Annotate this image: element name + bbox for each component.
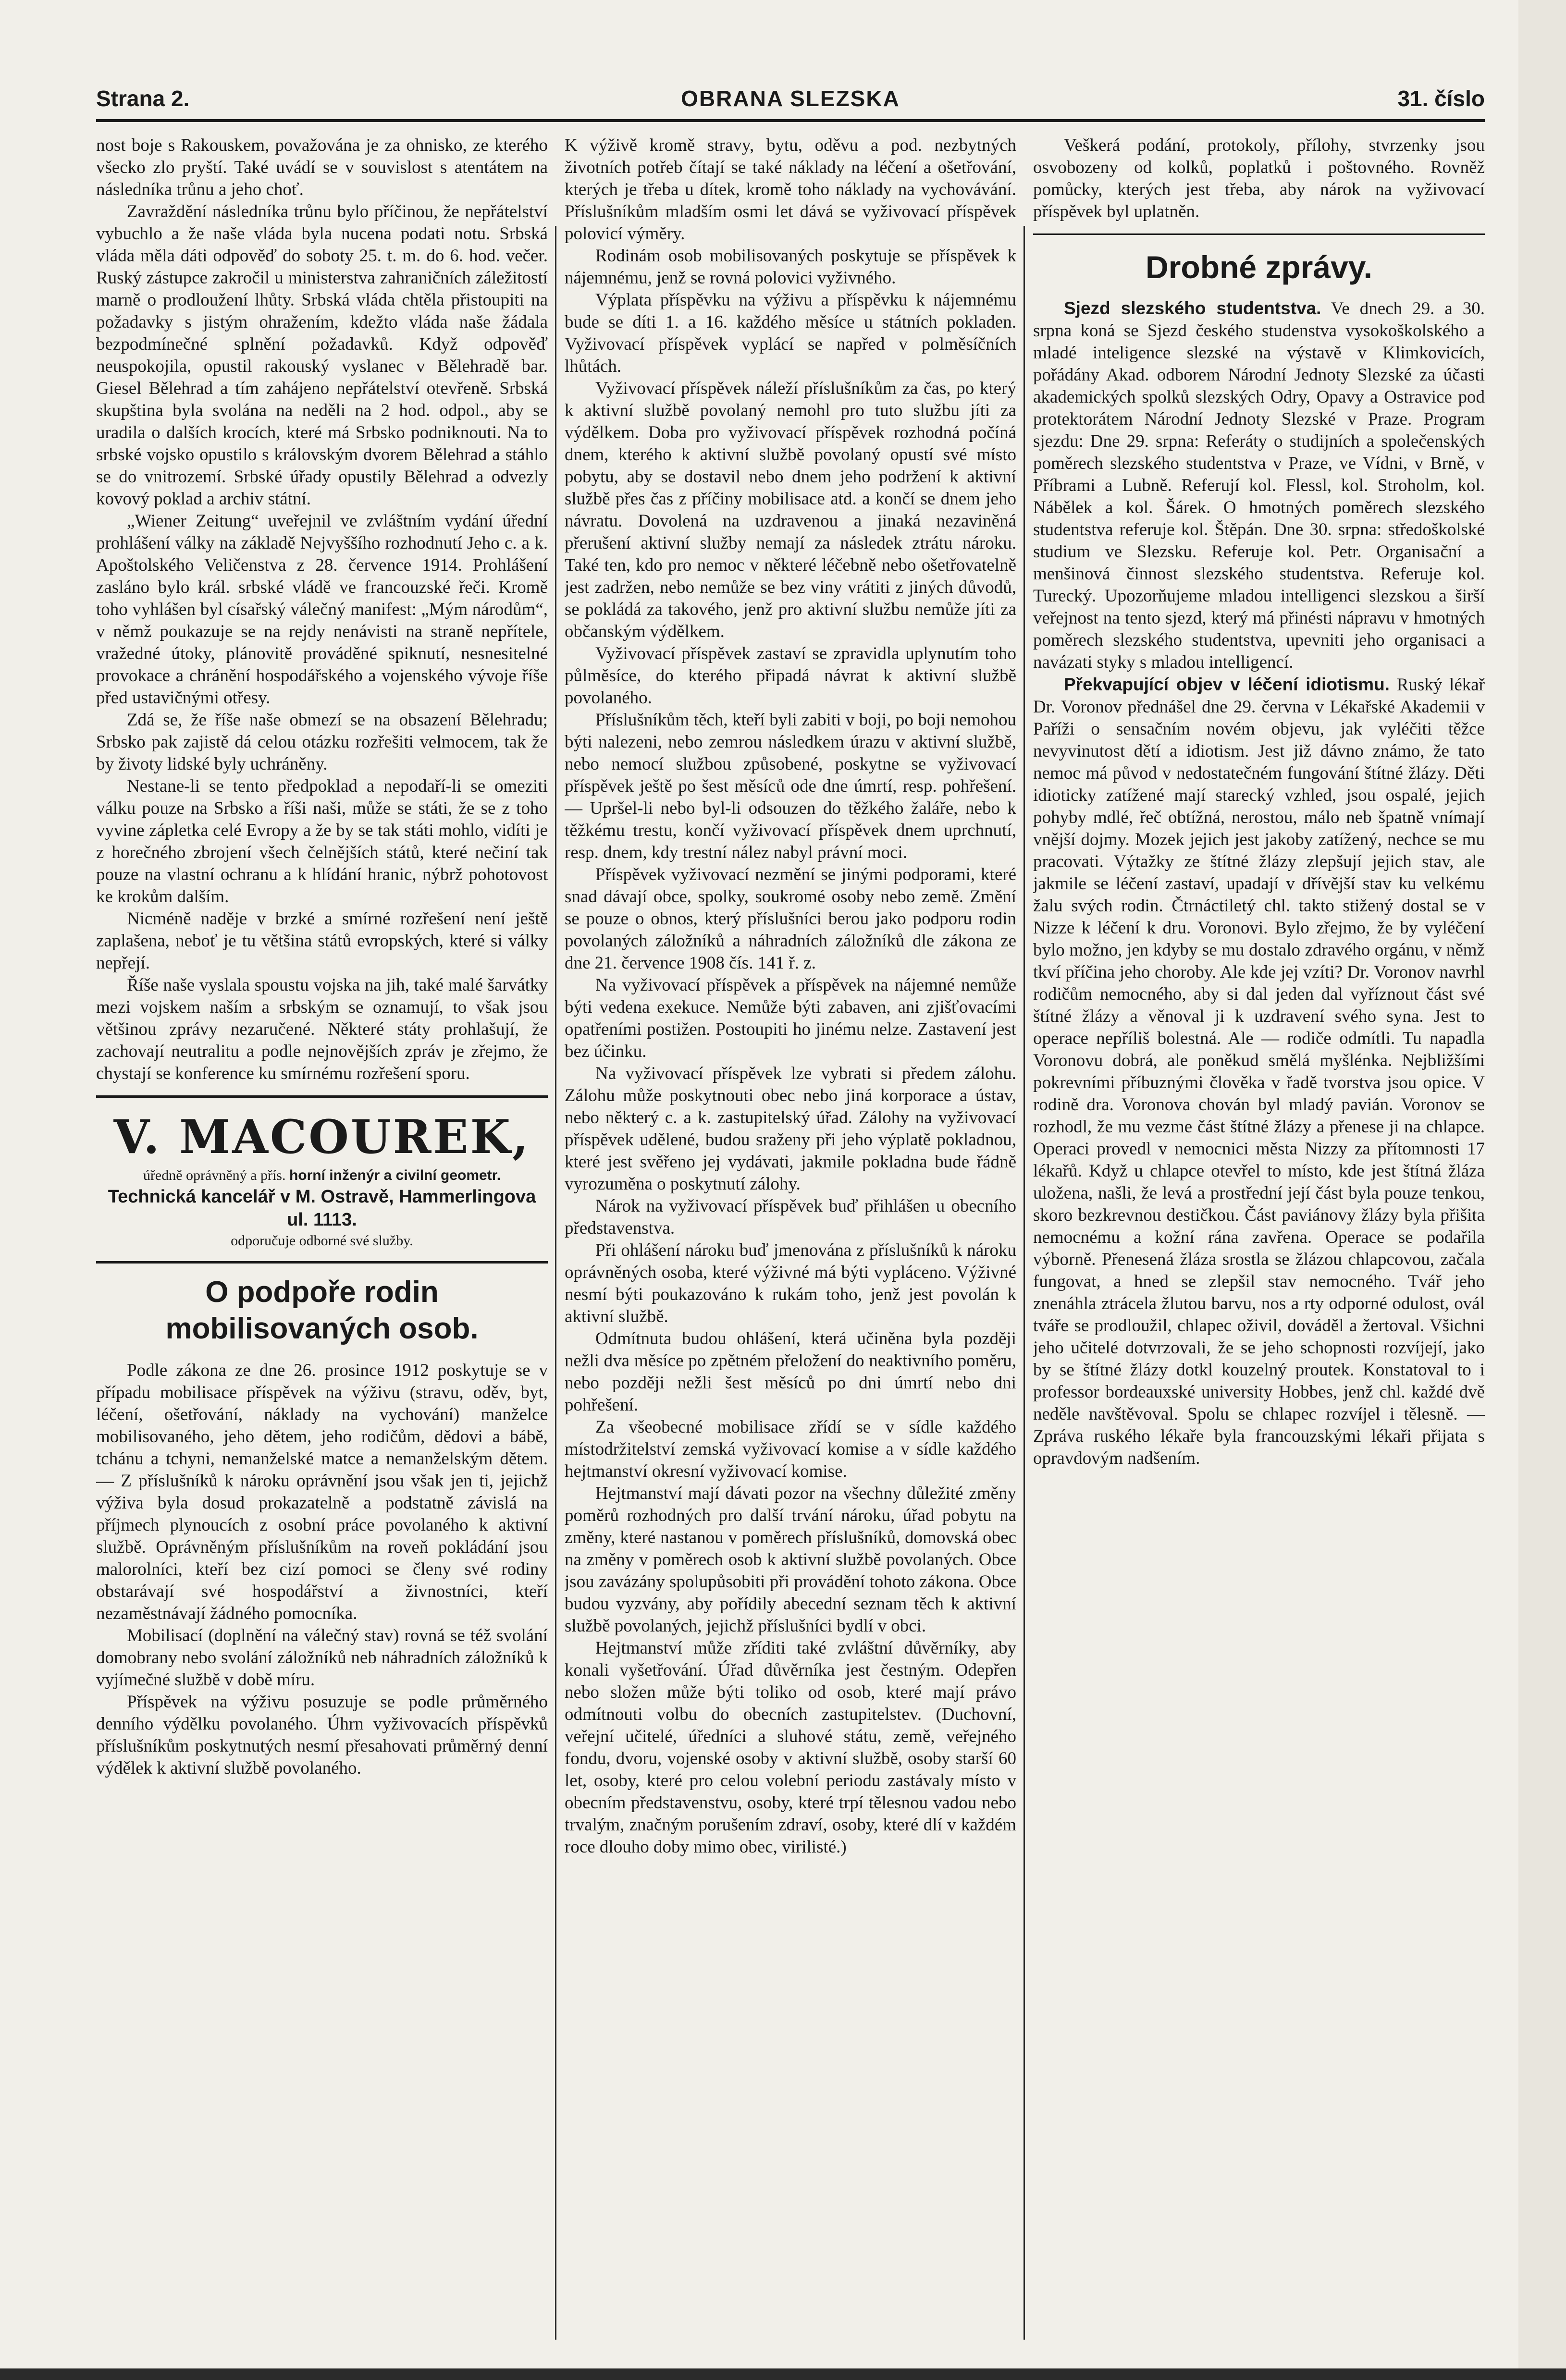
paragraph: nost boje s Rakouskem, považována je za ohnisko, ze kterého všecko zlo pryští. Také uvádí se v souvislost s atentátem na následníka trůnu a jeho choť. (96, 135, 548, 199)
paragraph: Nicméně naděje v brzké a smírné rozřešení není ještě zaplašena, neboť je tu většina států evropských, které si války nepřejí. (96, 909, 548, 973)
paragraph: Říše naše vyslala spoustu vojska na jih, také malé šarvátky mezi vojskem naším a srbským se oznamují, to však jsou většinou zprávy nezaručené. Některé státy prohlašují, že zachovají neutralitu a podle nejnovějších zpráv je zřejmo, že chystají se konference ku smírnému rozřešení sporu. (96, 975, 548, 1083)
paragraph: Při ohlášení nároku buď jmenována z příslušníků k nároku oprávněných osoba, které výživné má býti vypláceno. Výživné nesmí býti poukazováno k rukám toho, jenž jest povolán k aktivní službě. (565, 1240, 1016, 1326)
ad-credentials: úředně oprávněný a přís. horní inženýr a civilní geometr. (143, 1167, 501, 1183)
news-item (1033, 674, 1485, 1470)
section-rule (1033, 233, 1485, 235)
paragraph: Za všeobecné mobilisace zřídí se v sídle každého místodržitelství zemská vyživovací komise a v sídle každého hejtmanství okresní vyživovací komise. (565, 1417, 1016, 1481)
paragraph: K výživě kromě stravy, bytu, oděvu a pod. nezbytných životních potřeb čítají se také náklady na léčení a ošetřování, kterých je třeba u dítek, kromě toho náklady na vychovávání. Příslušníkům mladším osmi let dává se vyživovací příspěvek polovicí výměry. (565, 135, 1016, 244)
section-rule (96, 1095, 548, 1098)
ad-office: Technická kancelář v M. Ostravě, Hammerlingova ul. 1113. (108, 1187, 536, 1230)
paragraph: Na vyživovací příspěvek lze vybrati si předem zálohu. Zálohu může poskytnouti obec nebo jiná korporace a ústav, nebo některý c. a k. zastupitelský úřad. Zálohy na vyživovací příspěvek udělené, budou sraženy při jeho výplatě pokladnou, které jest svěřeno jej vydávati, jakmile pokladna bude řádně vyrozuměna o poskytnutí zálohy. (565, 1064, 1016, 1194)
paragraph: Mobilisací (doplnění na válečný stav) rovná se též svolání domobrany nebo svolání záložníků neb náhradních záložníků k vyjímečné službě v době míru. (96, 1626, 548, 1690)
ad-name: V. MACOUREK, (113, 1110, 530, 1164)
article-headline: O podpoře rodin mobilisovaných osob. (165, 1276, 479, 1345)
masthead-title: OBRANA SLEZSKA (681, 86, 900, 111)
section-rule (96, 1261, 548, 1264)
paragraph: „Wiener Zeitung“ uveřejnil ve zvláštním vydání úřední prohlášení války na základě Nejvyššího rozhodnutí Jeho c. a k. Apoštolského Veličenstva z 28. července 1914. Prohlášení zasláno bylo král. srbské vládě ve francouzské řeči. Kromě toho vyhlášen byl císařský válečný manifest: „Mým národům“, v němž poukazuje se na rejdy nenávisti na straně nepřítele, vražedné útoky, plánovitě prováděné spiknutí, nesnesitelné provokace a chránění hospodářského a vojenského vývoje říše před ustavičnými otřesy. (96, 511, 548, 708)
page-number: Strana 2. (96, 86, 190, 111)
paragraph: Odmítnuta budou ohlášení, která učiněna byla později nežli dva měsíce po zpětném přeložení do neaktivního poměru, nebo později nežli šest měsíců po dni úmrtí nebo dni pohřešení. (565, 1329, 1016, 1415)
news-section-title: Drobné zprávy. (1146, 249, 1372, 285)
paragraph: Příspěvek na výživu posuzuje se podle průměrného denního výdělku povolaného. Úhrn vyživovacích příspěvků příslušníkům poskytnutých nesmí přesahovati průměrný denní výdělek k aktivní službě povolaného. (96, 1692, 548, 1778)
page-margin (1518, 0, 1566, 2380)
column-1 (96, 135, 548, 2344)
paragraph: Zdá se, že říše naše obmezí se na obsazení Bělehradu; Srbsko pak zajistě dá celou otázku rozřešiti velmocem, tak že by životy lidské byly uchráněny. (96, 710, 548, 774)
paragraph: Nestane-li se tento předpoklad a nepodaří-li se omeziti válku pouze na Srbsko a říši naši, může se státi, že se z toho vyvine zápletka celé Evropy a že by se tak státi mohlo, vidíti je z horečného zbrojení všech čelnějších států, které nečiní tak pouze na vlastní ochranu a k hlídání hranic, nýbrž pohotovost ke krokům dalším. (96, 776, 548, 907)
page-header (96, 82, 1485, 115)
advertisement (96, 1108, 548, 1251)
paragraph: Hejtmanství může zříditi také zvláštní důvěrníky, aby konali vyšetřování. Úřad důvěrníka jest čestným. Odepřen nebo složen může býti toliko od osob, které mají právo odmítnouti volbu do obecních zastupitelstev. (Duchovní, veřejní učitelé, úředníci a sluhové státu, země, veřejného fondu, dvoru, vojenské osoby v aktivní službě, osoby starší 60 let, osoby, které pro celou volební periodu zastávaly místo v obecním představenstvu, osoby, které trpí tělesnou vadou nebo trvalým, značným porušením zdraví, osoby, které dlí v každém roce dlouho doby mimo obec, virilisté.) (565, 1638, 1016, 1857)
column-divider (555, 226, 556, 2340)
paragraph: Zavraždění následníka trůnu bylo příčinou, že nepřátelství vybuchlo a že naše vláda byla nucena podati notu. Srbská vláda měla dáti odpověď do soboty 25. t. m. do 6. hod. večer. Ruský zástupce zakročil u ministerstva zahraničních záležitostí marně o prodloužení lhůty. Srbská vláda chtěla přistoupiti na požadavky s jistým ohražením, kdežto vláda naše žádala bezpodmínečné splnění požadavků. Když odpověď neuspokojila, opustil rakouský vyslanec v Bělehradě bar. Giesel Bělehrad a tím zahájeno nepřátelství otevřeně. Srbská skupština byla svolána na neděli na 2 hod. odpol., aby se uradila o dalších krocích, které má Srbsko podniknouti. Na to srbské vojsko opustilo s královským dvorem Bělehrad a stáhlo se do vnitrozemí. Srbské úřady opustily Bělehrad a odvezly kovový poklad a archiv státní. (96, 202, 548, 509)
scan-edge (0, 2368, 1566, 2380)
newspaper-page (96, 82, 1485, 2349)
paragraph: Nárok na vyživovací příspěvek buď přihlášen u obecního představenstva. (565, 1196, 1016, 1238)
news-item-text: Ve dnech 29. a 30. srpna koná se Sjezd českého studenstva vysokoškolského a mladé inteligence slezské na výstavě v Klimkovicích, pořádány Akad. odborem Národní Jednoty Slezské za účasti akademických spolků slezských Odry, Opavy a Ostravice pod protektorátem Národní Jednoty Slezské v Praze. Program sjezdu: Dne 29. srpna: Referáty o studijních a společenských poměrech slezského studentstva v Praze, ve Vídni, v Brně, v Příbrami a Lubně. Referují kol. Flessl, kol. Stroholm, kol. Nábělek a kol. Šárek. O hmotných poměrech slezského studentstva referuje kol. Štěpán. Dne 30. srpna: středoškolské studium ve Slezsku. Referuje kol. Petr. Organisační a menšinová činnost slezského studentstva. Referuje kol. Turecký. Upozorňujeme mladou intelligenci slezskou a širší veřejnost na tento sjezd, který má přinésti nápravu v hmotných poměrech slezského studentstva, upevniti jeho organisaci a navázati styky s mladou intelligencí. (1033, 299, 1485, 672)
news-item-title: Překvapující objev v léčení idiotismu. (1064, 675, 1390, 694)
column-3 (1033, 135, 1485, 2344)
paragraph: Výplata příspěvku na výživu a příspěvku k nájemnému bude se díti 1. a 16. každého měsíce u státních pokladen. Vyživovací příspěvek vyplácí se napřed v polměsíčních lhůtách. (565, 290, 1016, 376)
column-2 (565, 135, 1016, 2344)
paragraph: Podle zákona ze dne 26. prosince 1912 poskytuje se v případu mobilisace příspěvek na výživu (stravu, oděv, byt, léčení, ošetřování, náklady na vychování) manželce mobilisovaného, jeho dětem, jeho rodičům, dědovi a bábě, tchánu a tchyni, nemanželské matce a nemanželským dětem. — Z příslušníků k nároku oprávnění jsou však jen ti, jejichž výživa byla dosud prokazatelně a podstatně závislá na příjmech plynoucích z osobní práce povolaného k aktivní službě. Oprávněným příslušníkům na roveň pokládání jsou malorolníci, kteří bez cizí pomoci se členy své rodiny obstarávají své hospodářství a živnostníci, kteří nezaměstnávají žádného pomocníka. (96, 1361, 548, 1623)
issue-number: 31. číslo (1397, 86, 1485, 111)
paragraph: Veškerá podání, protokoly, přílohy, stvrzenky jsou osvobozeny od kolků, poplatků i poštovného. Rovněž pomůcky, kterých jest třeba, aby nárok na vyživovací příspěvek byl uplatněn. (1033, 135, 1485, 221)
header-rule (96, 119, 1485, 122)
paragraph: Příslušníkům těch, kteří byli zabiti v boji, po boji nemohou býti nalezeni, nebo zemrou následkem úrazu v aktivní službě, nebo nemocí službou způsobené, poskytne se vyživovací příspěvek ještě po šest měsíců ode dne úmrtí, resp. pohřešení. — Upršel-li nebo byl-li odsouzen do těžkého žaláře, nebo k těžkému trestu, končí vyživovací příspěvek dnem uprchnutí, resp. dnem, kdy trestní nález nabyl právní moci. (565, 710, 1016, 862)
ad-tagline: odporučuje odborné své služby. (231, 1233, 413, 1249)
paragraph: Vyživovací příspěvek zastaví se zpravidla uplynutím toho půlměsíce, do kterého připadá návrat k aktivní službě povolaného. (565, 644, 1016, 708)
paragraph: Na vyživovací příspěvek a příspěvek na nájemné nemůže býti vedena exekuce. Nemůže býti zabaven, ani zjišťovacími opatřeními postižen. Postoupiti ho jinému nelze. Zastavení jest bez účinku. (565, 975, 1016, 1061)
paragraph: Vyživovací příspěvek náleží příslušníkům za čas, po který k aktivní službě povolaný nemohl pro tuto službu jíti za výdělkem. Doba pro vyživovací příspěvek rozhodná počíná dnem, kterého k aktivní službě povolaný opustí své místo pobytu, aby se dostavil nebo dnem jeho podržení k aktivní službě přes čas z příčiny mobilisace atd. a končí se dnem jeho návratu. Dovolená na uzdravenou a jinaká nezaviněná přerušení aktivní služby nemají za následek ztrátu nároku. Také ten, kdo pro nemoc v některé léčebně nebo ošetřovatelně jest zadržen, nebo nemůže se bez viny vrátiti z jiných důvodů, se pokládá za takového, jenž pro aktivní službu nemůže jíti za občanským výdělkem. (565, 379, 1016, 641)
paragraph: Příspěvek vyživovací nezmění se jinými podporami, které snad dávají obce, spolky, soukromé osoby nebo země. Změní se pouze o obnos, který příslušníci berou jako podporu rodin povolaných záložníků a náhradních záložníků dle zákona ze dne 21. července 1908 čís. 141 ř. z. (565, 865, 1016, 973)
news-item (1033, 297, 1485, 674)
column-divider (1023, 226, 1025, 2340)
news-item-title: Sjezd slezského studentstva. (1064, 298, 1321, 318)
paragraph: Rodinám osob mobilisovaných poskytuje se příspěvek k nájemnému, jenž se rovná polovici vyživného. (565, 246, 1016, 288)
paragraph: Hejtmanství mají dávati pozor na všechny důležité změny poměrů rozhodných pro další trvání nároku, úřad pobytu na změny, které nastanou v poměrech příslušníků, domovská obec na změny v poměrech osob k aktivní službě povolaných. Obce jsou zavázány spolupůsobiti při provádění tohoto zákona. Obce budou vyzvány, aby pořídily abecední seznam těch k aktivní službě povolaných, jejichž příslušníci bydlí v obci. (565, 1484, 1016, 1636)
news-item-text: Ruský lékař Dr. Voronov přednášel dne 29. června v Lékařské Akademii v Paříži o sensačním novém objevu, jak vyléčiti těžce nevyvinutost dětí a idiotism. Jest již dávno známo, že tato nemoc má původ v nedostatečném fungování štítné žlázy. Děti idioticky zatížené mají starecký vzhled, jsou ospalé, jejich pohyby mdlé, řeč obtížná, nerostou, málo neb špatně vnímají vnější dojmy. Mozek jejich jest jakoby zatížený, nechce se mu pracovati. Výtažky ze štítné žlázy zlepšují jejich stav, ale jakmile se léčení zastaví, upadají v dřívější stav ku velkému žalu svých rodin. Čtrnáctiletý chl. takto stižený dostal se v Nizze k léčení k dru. Voronovi. Bylo zřejmo, že by vyléčení bylo možno, jen kdyby se mu dostalo zdravého orgánu, v němž tkví příčina jeho choroby. Ale kde jej vzíti? Dr. Voronov navrhl rodičům nemocného, aby si dal jeden dal vyříznout část své štítné žlázy a věnoval ji k uzdravení svého syna. Jest to operace nepříliš bolestná. Ale — rodiče odmítli. Tu napadla Voronovu dobrá, ale poněkud smělá myšlénka. Nejbližšími pokrevními příbuznými člověka v řadě tvorstva jsou opice. V rodině dra. Voronova chován byl mladý pavián. Voronov se rozhodl, že mu vezme část štítné žlázy a přenese ji na chlapce. Operaci provedl v nemocnici města Nizzy za přítomnosti 17 lékařů. Když u chlapce otevřel to místo, kde jest štítná žláza uložena, našli, že levá a prostřední její část byla pouze tenkou, skoro bezkrevnou destičkou. Část paviánovy žlázy byla přišita nemocnému a kožní rána zavřena. Operace se podařila výborně. Přenesená žláza srostla se žlázou chlapcovou, začala fungovat, a hned se zlepšil stav nemocného. Tvář jeho znenáhla ztrácela žlutou barvu, nos a rty odporné odulost, ovál tváře se prodloužil, chlapec oživil, dováděl a žertoval. Všichni jeho učitelé dotvrzovali, že se jeho schopnosti rozvíjejí, jako by se štítné žlázy dotkl kouzelný proutek. Konstatoval to i professor bordeauxské university Hobbes, jenž chl. každé dvě neděle navštěvoval. Spolu se chlapec rozvíjel i tělesně. — Zpráva ruského lékaře byla francouzskými lékaři přijata s opravdovým nadšením. (1033, 675, 1485, 1468)
